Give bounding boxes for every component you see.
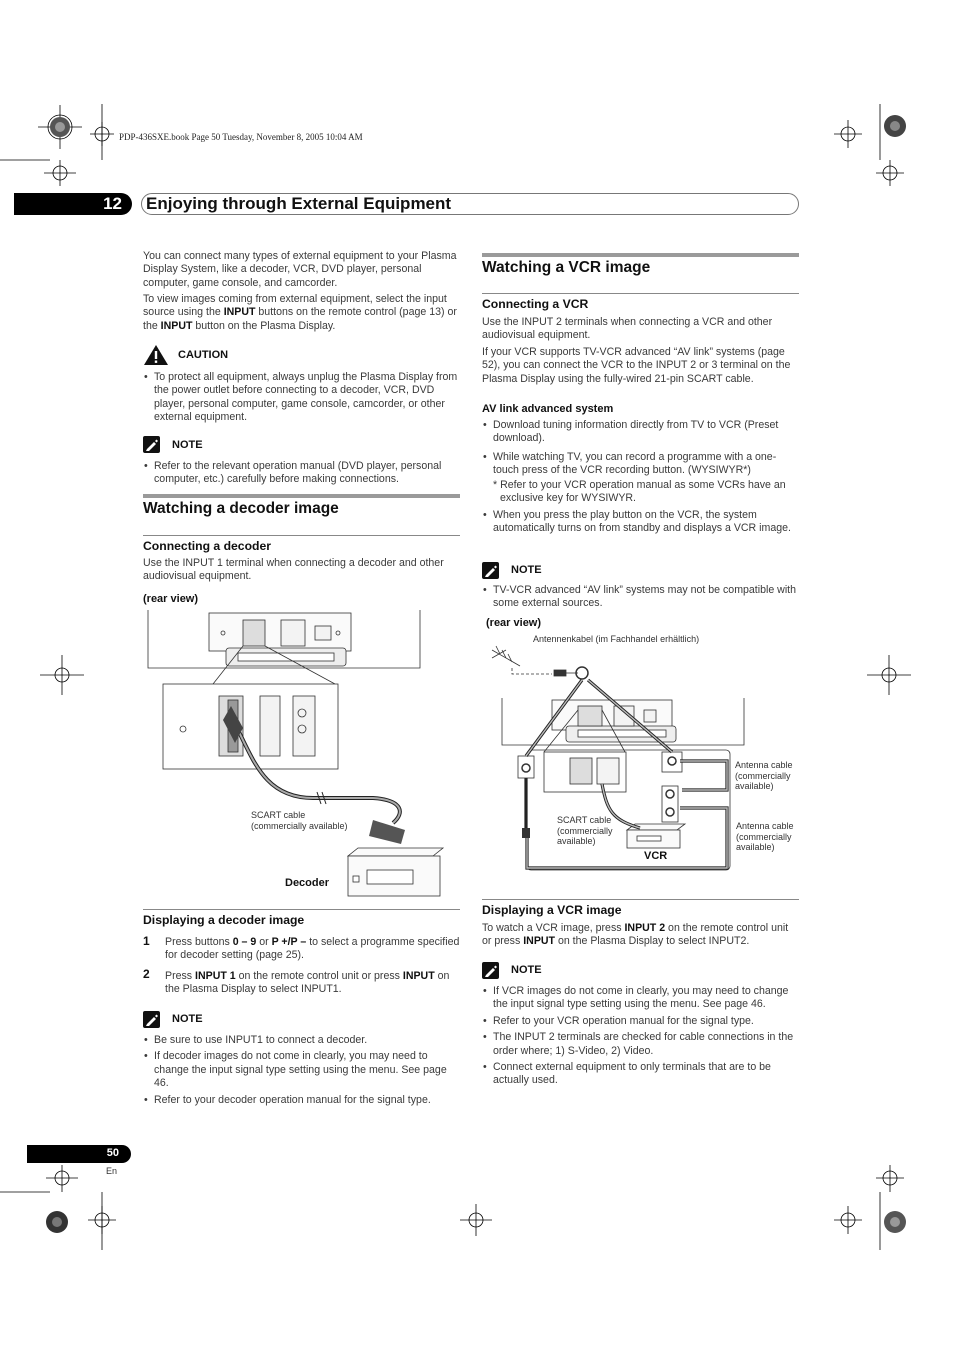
antenna-cable-label-1: Antenna cable (commercially available) [735,760,793,791]
list-item: • The INPUT 2 terminals are checked for cable connections in the order where; 1) S-Video, 2) Video. [482,1031,800,1058]
avlink-title: AV link advanced system [482,403,614,415]
subsection-rule [482,293,799,294]
list-item: • If VCR images do not come in clearly, you may need to change the input signal type setting using the menu. See page 46. [482,985,800,1012]
connecting-vcr-title: Connecting a VCR [482,297,589,311]
page-number: 50 [106,1147,119,1159]
decoder-note-list [143,1034,461,1110]
intro-paragraph-1: You can connect many types of external equipment to your Plasma Display System, like a decoder, VCR, DVD player, personal computer, game console, and camcorder. [143,250,457,289]
step-number: 1 [143,934,150,948]
decoder-connection-diagram [143,608,465,898]
list-item: • If decoder images do not come in clearly, you may need to change the input signal type setting using the menu. See page 46. [143,1050,461,1090]
note-label: NOTE [172,439,203,451]
list-item: • Refer to your decoder operation manual for the signal type. [143,1094,461,1107]
caution-list [143,371,461,428]
connecting-decoder-text: Use the INPUT 1 terminal when connecting a decoder and other audiovisual equipment. [143,557,444,583]
connecting-decoder-title: Connecting a decoder [143,539,271,553]
rear-view-label: (rear view) [486,617,542,629]
language-code: En [106,1166,118,1176]
caution-icon [143,344,169,366]
note-list [143,460,461,490]
note-icon [143,1011,160,1028]
note-icon [482,962,499,979]
list-item: • Download tuning information directly from TV to VCR (Preset download). [482,419,800,446]
caution-label: CAUTION [178,349,229,361]
note-icon [482,562,499,579]
step-number: 2 [143,967,150,981]
displaying-vcr-title: Displaying a VCR image [482,903,622,917]
displaying-decoder-title: Displaying a decoder image [143,913,305,927]
step-1-text: Press buttons 0 – 9 or P +/P – to select a programme specified for decoder setting (page 25). [165,936,460,962]
list-item: • When you press the play button on the VCR, the system automatically turns on from standby and displays a VCR image. [482,509,800,536]
note-label: NOTE [511,564,542,576]
antenna-cable-label-2: Antenna cable (commercially available) [736,821,794,852]
list-item: • Be sure to use INPUT1 to connect a decoder. [143,1034,461,1047]
vcr-scart-cable-label: SCART cable (commercially available) [557,815,613,846]
chapter-number-tab [14,193,132,215]
subsection-rule [143,909,460,910]
note-icon [143,436,160,453]
subsection-rule [143,535,460,536]
displaying-vcr-text: To watch a VCR image, press INPUT 2 on the remote control unit or press INPUT on the Plasma Display to select INPUT2. [482,922,789,948]
note-label: NOTE [172,1013,203,1025]
decoder-device-label: Decoder [285,877,330,889]
rear-view-label: (rear view) [143,593,199,605]
chapter-title: Enjoying through External Equipment [146,194,452,213]
antenna-top-label: Antennenkabel (im Fachhandel erhältlich) [533,634,700,644]
scart-cable-label: SCART cable (commercially available) [251,810,348,831]
intro-paragraph-2: To view images coming from external equipment, select the input source using the INPUT buttons on the remote control (page 13) or the INPUT button on the Plasma Display. [143,293,457,332]
list-item: • Refer to the relevant operation manual (DVD player, personal computer, etc.) carefully before making connections. [143,460,461,487]
page-number-tab [27,1145,131,1163]
subsection-rule [482,899,799,900]
note-label: NOTE [511,964,542,976]
list-item: • While watching TV, you can record a programme with a one-touch press of the VCR recording button. (WYSIWYR*) [482,451,800,478]
vcr-device-label: VCR [644,850,668,862]
section-rule [143,494,460,498]
connecting-vcr-text-2: If your VCR supports TV-VCR advanced “AV link” systems (page 52), you can connect the VCR to the INPUT 2 or 3 terminal on the Plasma Display using the fully-wired 21-pin SCART cable. [482,346,791,385]
section-title-vcr: Watching a VCR image [482,259,651,276]
section-rule [482,253,799,257]
vcr-note2-list [482,985,800,1091]
chapter-number: 12 [103,194,122,213]
list-item: • To protect all equipment, always unplug the Plasma Display from the power outlet before connecting to a decoder, VCR, DVD player, personal computer, game console, camcorder, or other external equipment. [143,371,461,425]
list-item: • TV-VCR advanced “AV link” systems may not be compatible with some external sources. [482,584,800,611]
step-2-text: Press INPUT 1 on the remote control unit or press INPUT on the Plasma Display to select INPUT1. [165,970,450,996]
section-title-decoder: Watching a decoder image [143,500,339,517]
list-item: • Refer to your VCR operation manual for the signal type. [482,1015,800,1028]
avlink-list-2 [482,509,800,539]
vcr-note-list [482,584,800,614]
list-item: • Connect external equipment to only terminals that are to be actually used. [482,1061,800,1088]
avlink-list [482,419,800,481]
print-header: PDP-436SXE.book Page 50 Tuesday, November 8, 2005 10:04 AM [119,132,363,142]
connecting-vcr-text-1: Use the INPUT 2 terminals when connecting a VCR and other audiovisual equipment. [482,316,773,342]
chapter-title-bar [141,193,799,215]
avlink-footnote: * Refer to your VCR operation manual as some VCRs have an exclusive key for WYSIWYR. [493,479,786,505]
